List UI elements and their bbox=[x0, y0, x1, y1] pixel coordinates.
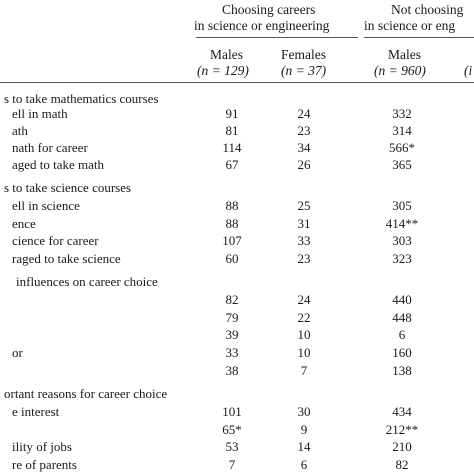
n-females: (n = 37) bbox=[281, 63, 327, 78]
table-cell-col2: 34 bbox=[297, 140, 311, 155]
table-cell-col1: 107 bbox=[222, 233, 242, 248]
section-heading: s to take science courses bbox=[4, 180, 132, 195]
section-heading: influences on career choice bbox=[16, 274, 158, 289]
table-cell-col3: 414** bbox=[385, 216, 419, 231]
table-cell-col1: 101 bbox=[222, 404, 242, 419]
table-cell-col2: 14 bbox=[297, 439, 311, 454]
row-label: ell in science bbox=[12, 198, 80, 213]
table-cell-col2: 10 bbox=[297, 345, 311, 360]
row-label: e interest bbox=[12, 404, 60, 419]
table-cell-col3: 138 bbox=[392, 363, 412, 378]
table-cell-col1: 81 bbox=[225, 123, 239, 138]
table-cell-col1: 88 bbox=[225, 216, 239, 231]
table-cell-col1: 38 bbox=[225, 363, 239, 378]
row-label: nath for career bbox=[12, 140, 88, 155]
table-cell-col1: 53 bbox=[225, 439, 239, 454]
col-header-females: Females bbox=[281, 47, 326, 62]
table-cell-col3: 332 bbox=[392, 106, 412, 121]
table-cell-col1: 33 bbox=[225, 345, 239, 360]
table-cell-col1: 7 bbox=[228, 457, 236, 472]
table-cell-col2: 9 bbox=[300, 422, 308, 437]
table-cell-col2: 31 bbox=[297, 216, 311, 231]
table-cell-col2: 6 bbox=[300, 457, 308, 472]
group2-title-line1: Not choosing bbox=[391, 2, 464, 17]
table-cell-col3: 210 bbox=[392, 439, 412, 454]
table-cell-col1: 88 bbox=[225, 198, 239, 213]
table-cell-col2: 24 bbox=[297, 292, 311, 307]
table-cell-col2: 24 bbox=[297, 106, 311, 121]
group1-title-line2: in science or engineering bbox=[194, 18, 330, 33]
table-cell-col1: 91 bbox=[225, 106, 239, 121]
table-cell-col2: 22 bbox=[297, 310, 311, 325]
group1-title-line1: Choosing careers bbox=[222, 2, 316, 17]
row-label: ence bbox=[12, 216, 36, 231]
table-cell-col3: 314 bbox=[392, 123, 412, 138]
table-cell-col1: 82 bbox=[225, 292, 239, 307]
table-cell-col3: 434 bbox=[392, 404, 412, 419]
col-header-males-2: Males bbox=[388, 47, 421, 62]
table-cell-col1: 60 bbox=[225, 251, 239, 266]
table-cell-col3: 212** bbox=[385, 422, 419, 437]
group2-rule bbox=[364, 37, 474, 38]
table-cell-col2: 23 bbox=[297, 251, 311, 266]
table-cell-col1: 67 bbox=[225, 157, 239, 172]
table-cell-col3: 82 bbox=[395, 457, 409, 472]
table-cell-col2: 23 bbox=[297, 123, 311, 138]
n-males-2: (n = 960) bbox=[374, 63, 426, 78]
table-cell-col2: 25 bbox=[297, 198, 311, 213]
table-cell-col3: 303 bbox=[392, 233, 412, 248]
section-heading: ortant reasons for career choice bbox=[4, 386, 168, 401]
table-cell-col3: 323 bbox=[392, 251, 412, 266]
header-rule bbox=[0, 82, 474, 83]
n-males: (n = 129) bbox=[197, 63, 249, 78]
table-cell-col1: 79 bbox=[225, 310, 239, 325]
table-cell-col1: 114 bbox=[222, 140, 242, 155]
row-label: raged to take science bbox=[12, 251, 121, 266]
table-cell-col1: 39 bbox=[225, 327, 239, 342]
table-cell-col3: 440 bbox=[392, 292, 412, 307]
table-cell-col3: 365 bbox=[392, 157, 412, 172]
table-cell-col3: 160 bbox=[392, 345, 412, 360]
row-label: ility of jobs bbox=[12, 439, 72, 454]
row-label: ath bbox=[12, 123, 28, 138]
table-cell-col2: 33 bbox=[297, 233, 311, 248]
table-cell-col3: 448 bbox=[392, 310, 412, 325]
col-header-males: Males bbox=[210, 47, 243, 62]
table-cell-col3: 6 bbox=[398, 327, 406, 342]
section-heading: s to take mathematics courses bbox=[4, 91, 159, 106]
group2-title-line2: in science or eng bbox=[364, 18, 456, 33]
row-label: cience for career bbox=[12, 233, 99, 248]
row-label: re of parents bbox=[12, 457, 77, 472]
table-cell-col3: 566* bbox=[389, 140, 415, 155]
row-label: ell in math bbox=[12, 106, 68, 121]
table-cell-col2: 10 bbox=[297, 327, 311, 342]
n-col4-partial: (i bbox=[464, 63, 473, 78]
table-cell-col1: 65* bbox=[222, 422, 242, 437]
table-cell-col2: 7 bbox=[300, 363, 308, 378]
table-cell-col2: 26 bbox=[297, 157, 311, 172]
table-cell-col3: 305 bbox=[392, 198, 412, 213]
group1-rule bbox=[196, 37, 358, 38]
table-cell-col2: 30 bbox=[297, 404, 311, 419]
row-label: or bbox=[12, 345, 23, 360]
row-label: aged to take math bbox=[12, 157, 105, 172]
